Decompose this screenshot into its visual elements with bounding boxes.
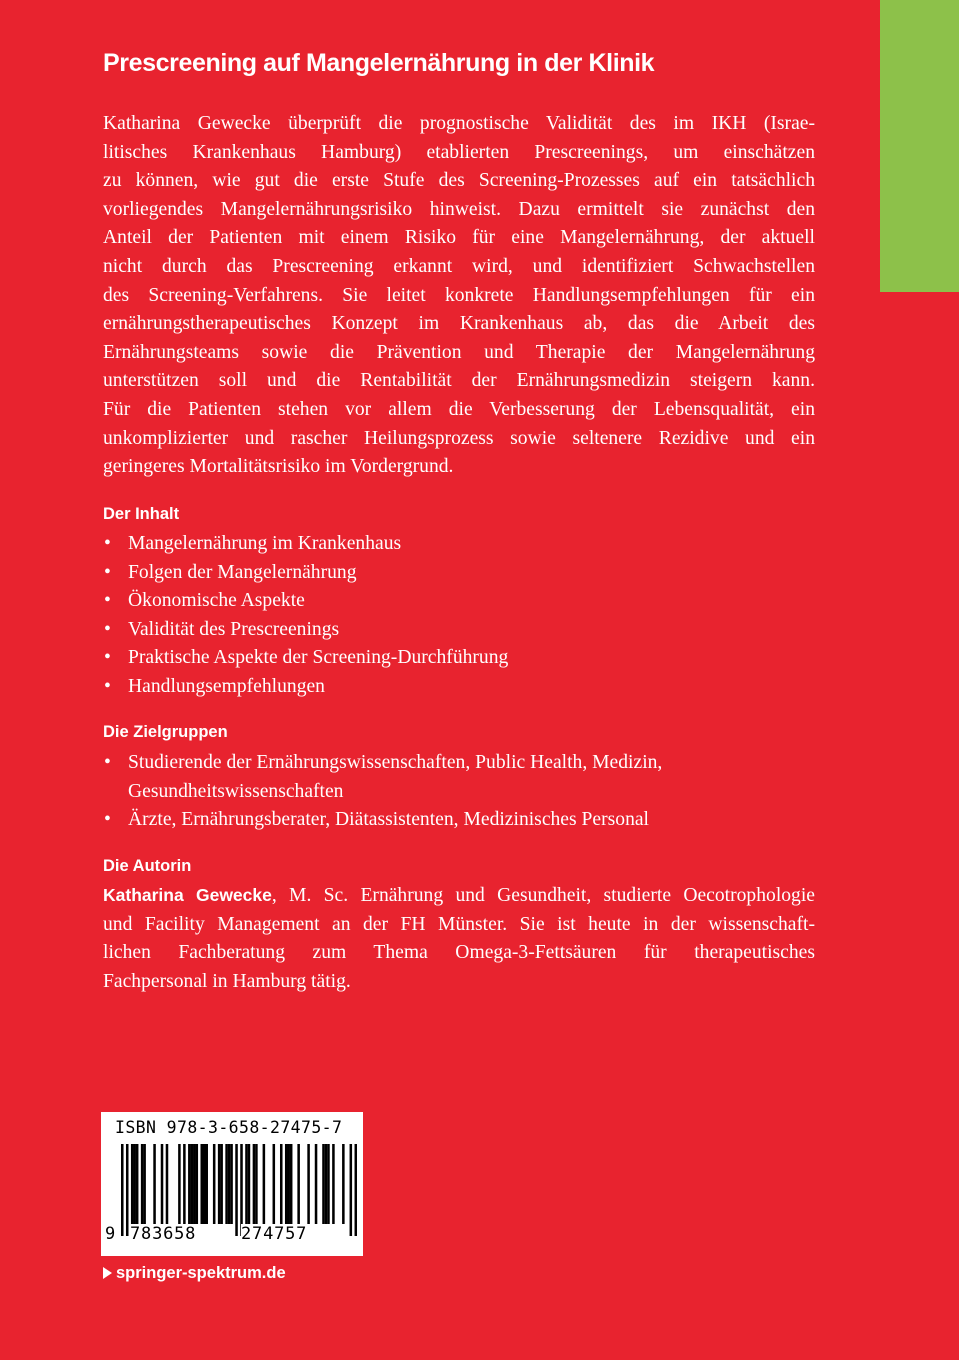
author-bio-line: lichen Fachberatung zum Thema Omega-3-Fettsäuren für therapeutisches	[103, 942, 815, 964]
description-line: unkomplizierter und rascher Heilungsprozess sowie seltenere Rezidive und ein	[103, 427, 815, 449]
barcode-bar	[131, 1144, 134, 1224]
barcode-bar	[191, 1144, 194, 1224]
contents-item	[103, 644, 823, 673]
barcode-digits-right: 274757	[241, 1224, 308, 1244]
accent-tab	[880, 0, 959, 292]
barcode-bar	[255, 1144, 258, 1224]
barcode-bar	[166, 1144, 169, 1224]
barcode-bar	[327, 1144, 330, 1224]
barcode-bar	[183, 1144, 186, 1224]
contents-item-text: Mangelernährung im Krankenhaus	[128, 533, 402, 554]
barcode-bar	[350, 1144, 353, 1236]
barcode-bar	[203, 1144, 206, 1224]
bullet-icon: •	[104, 561, 111, 583]
contents-item	[103, 673, 823, 702]
publisher-website-link[interactable]	[103, 1264, 286, 1283]
barcode-bar	[136, 1144, 139, 1224]
barcode-bar	[290, 1144, 293, 1224]
description-line: geringeres Mortalitätsrisiko im Vordergrund.	[103, 456, 454, 478]
audience-item	[103, 806, 823, 835]
author-bio-line: und Facility Management an der FH Münster. Sie ist heute in der wissenschaft-	[103, 913, 815, 935]
author-bio-line	[103, 881, 815, 911]
barcode-bar	[273, 1144, 276, 1224]
barcode-bar	[245, 1144, 248, 1224]
contents-item-text: Praktische Aspekte der Screening-Durchführung	[128, 647, 509, 669]
description-line: unterstützen soll und die Rentabilität der Ernährungsmedizin steigern kann.	[103, 370, 815, 392]
barcode-bar	[133, 1144, 136, 1224]
audience-item-text: Gesundheitswissenschaften	[128, 780, 344, 802]
barcode-bar	[285, 1144, 288, 1224]
barcode-bar	[287, 1144, 290, 1224]
barcode-bar	[248, 1144, 251, 1224]
author-bio	[103, 881, 815, 996]
barcode-bar	[200, 1144, 203, 1224]
barcode-bar	[325, 1144, 328, 1224]
contents-list	[103, 530, 823, 702]
barcode-bars	[121, 1144, 357, 1236]
author-heading: Die Autorin	[103, 857, 192, 875]
barcode-bar	[218, 1144, 221, 1224]
barcode-bar	[141, 1144, 144, 1224]
barcode-bar	[235, 1144, 238, 1236]
barcode-bar	[253, 1144, 256, 1224]
audience-list	[103, 749, 823, 835]
barcode-bar	[121, 1144, 124, 1236]
barcode-bar	[178, 1144, 181, 1224]
audience-item-text: Ärzte, Ernährungsberater, Diätassistenten, Medizinisches Personal	[128, 809, 650, 831]
barcode-bar	[307, 1144, 310, 1224]
bullet-icon: •	[104, 590, 111, 612]
barcode-bar	[263, 1144, 266, 1224]
barcode-bar	[193, 1144, 196, 1224]
contents-item-text: Handlungsempfehlungen	[128, 675, 325, 697]
barcode-bar	[240, 1144, 243, 1236]
barcode-digits-left: 783658	[130, 1224, 197, 1244]
barcode-bar	[220, 1144, 223, 1224]
bullet-icon: •	[104, 618, 111, 640]
bullet-icon: •	[104, 647, 111, 669]
bullet-icon: •	[104, 675, 111, 697]
isbn-barcode	[101, 1112, 363, 1256]
description-line: zu können, wie gut die erste Stufe des Screening-Prozesses auf ein tatsächlich	[103, 170, 815, 192]
description-line: des Screening-Verfahrens. Sie leitet konkrete Handlungsempfehlungen für ein	[103, 284, 815, 306]
contents-item	[103, 530, 823, 559]
description-line: Ernährungsteams sowie die Prävention und Therapie der Mangelernährung	[103, 341, 815, 363]
barcode-bar	[153, 1144, 156, 1224]
author-bio-line: Fachpersonal in Hamburg tätig.	[103, 970, 351, 992]
bullet-icon: •	[104, 752, 111, 773]
barcode-bar	[196, 1144, 199, 1224]
contents-item-text: Folgen der Mangelernährung	[128, 561, 357, 583]
barcode-bar	[143, 1144, 146, 1224]
barcode-bar	[355, 1144, 357, 1236]
contents-heading: Der Inhalt	[103, 505, 180, 523]
barcode-bar	[161, 1144, 164, 1224]
barcode-bar	[228, 1144, 231, 1224]
description-line: litisches Krankenhaus Hamburg) etablierten Prescreenings, um einschätzen	[103, 141, 815, 163]
barcode-bar	[205, 1144, 208, 1224]
bullet-icon: •	[104, 809, 111, 831]
book-description	[103, 110, 815, 482]
arrow-right-icon	[103, 1267, 112, 1279]
description-line: Anteil der Patienten mit einem Risiko für eine Mangelernährung, der aktuell	[103, 227, 815, 249]
barcode-bar	[126, 1144, 129, 1236]
contents-item-text: Ökonomische Aspekte	[128, 590, 305, 612]
barcode-bar	[230, 1144, 233, 1224]
barcode-bar	[225, 1144, 228, 1224]
barcode-bar	[213, 1144, 216, 1224]
publisher-website-text: springer-spektrum.de	[116, 1264, 286, 1282]
contents-item	[103, 616, 823, 645]
barcode-bar	[280, 1144, 283, 1224]
author-name: Katharina Gewecke	[103, 885, 272, 905]
isbn-label: ISBN 978-3-658-27475-7	[115, 1118, 343, 1137]
audience-heading: Die Zielgruppen	[103, 723, 228, 741]
barcode-digit-first: 9	[105, 1224, 116, 1244]
barcode-bar	[332, 1144, 335, 1224]
contents-item	[103, 587, 823, 616]
bullet-icon: •	[104, 533, 111, 554]
contents-item	[103, 559, 823, 588]
description-line: Für die Patienten stehen vor allem die Verbesserung der Lebensqualität, ein	[103, 398, 815, 420]
book-title: Prescreening auf Mangelernährung in der Klinik	[103, 49, 655, 77]
barcode-bar	[315, 1144, 318, 1224]
barcode-bar	[188, 1144, 191, 1224]
barcode-bar	[297, 1144, 300, 1224]
audience-item-text: Studierende der Ernährungswissenschaften, Public Health, Medizin,	[128, 752, 663, 773]
description-line: vorliegendes Mangelernährungsrisiko hinweist. Dazu ermittelt sie zunächst den	[103, 198, 815, 220]
description-line: Katharina Gewecke überprüft die prognostische Validität des im IKH (Israe-	[103, 113, 815, 134]
description-line: ernährungstherapeutisches Konzept im Krankenhaus ab, das die Arbeit des	[103, 313, 815, 335]
description-line: nicht durch das Prescreening erkannt wird, und identifiziert Schwachstellen	[103, 255, 815, 277]
audience-item	[103, 749, 823, 806]
barcode-bar	[342, 1144, 345, 1224]
contents-item-text: Validität des Prescreenings	[128, 618, 340, 640]
author-first-line: , M. Sc. Ernährung und Gesundheit, studierte Oecotrophologie	[271, 885, 815, 906]
barcode-bar	[322, 1144, 325, 1224]
